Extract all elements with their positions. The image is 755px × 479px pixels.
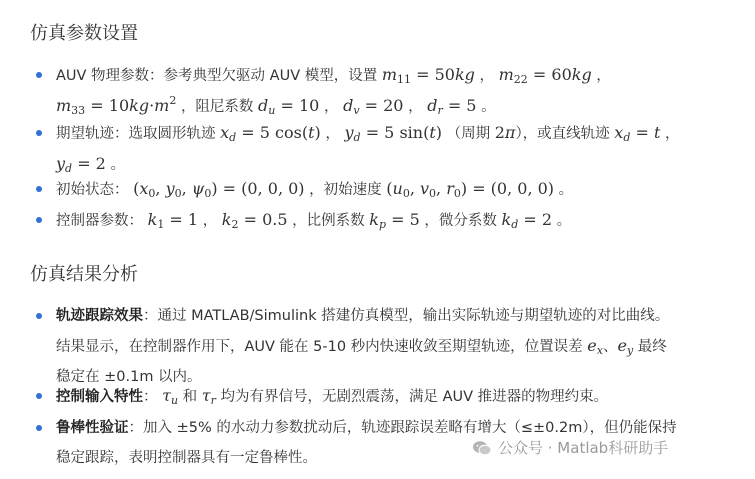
list-item-trajectory: 期望轨迹：选取圆形轨迹 $x_d = 5$ cos(t) ， $y_d = 5$ sin(t) （周期 2π），或直线轨迹 $x_d = t$ ， $y_d = 2$ 。 — [56, 118, 736, 180]
math-dr: $d_r = 5$ — [427, 96, 477, 117]
list-item-initial-state: 初始状态： ($x_0$, $y_0$, $\psi_0) = (0$, 0, 0) ，初始速度 ($u_0$, $v_0$, $r_0) = (0$, 0, 0) 。 — [56, 174, 736, 205]
watermark — [472, 436, 668, 460]
math-xd-circle: $x_d = 5$ cos(t) — [220, 123, 321, 144]
section-title-params: 仿真参数设置 — [30, 23, 138, 44]
bold-label-robust: 鲁棒性验证 — [56, 420, 129, 436]
bullet-dot — [36, 186, 42, 192]
list-item-controller-params: 控制器参数： $k_1 = 1$ ， $k_2 = 0.5$ ，比例系数 $k_p = 5$ ，微分系数 $k_d = 2$ 。 — [56, 205, 736, 236]
list-item-robustness: 鲁棒性验证：加入 ±5% 的水动力参数扰动后，轨迹跟踪误差略有增大（≤±0.2m），但仍能保持 稳定跟踪，表明控制器具有一定鲁棒性。 — [56, 413, 736, 473]
math-kd: $k_d = 2$ — [501, 210, 552, 231]
bold-label-control: 控制输入特性 — [56, 389, 143, 405]
bullet-dot — [36, 313, 42, 319]
bullet-dot — [36, 217, 42, 223]
math-initial-position: ($x_0$, $y_0$, $\psi_0) = (0$, 0, 0) — [133, 179, 305, 200]
section-title-results: 仿真结果分析 — [30, 264, 138, 285]
math-xd-line: $x_d = t$ — [614, 123, 661, 144]
list-item-tracking: 轨迹跟踪效果：通过 MATLAB/Simulink 搭建仿真模型，输出实际轨迹与期望轨迹的对比曲线。 结果显示，在控制器作用下，AUV 能在 5-10 秒内快速收敛至期望轨迹，位置误差 $e_x$、$e_y$ 最终 稳定在 ±0.1m 以内。 — [56, 301, 736, 392]
watermark-text: 公众号 · Matlab科研助手 — [498, 439, 669, 457]
math-kp: $k_p = 5$ — [369, 210, 420, 231]
math-k1: $k_1 = 1$ — [147, 210, 199, 231]
math-tau-u: $\tau_u$ — [162, 386, 179, 407]
list-item-auv-params: AUV 物理参数：参考典型欠驱动 AUV 模型，设置 $m_{11} = 50kg$ ， $m_{22} = 60kg$ ， $m_{33} = 10kg\cdot m^2$ ，阻尼系数 $d_u = 10$ ， $d_v = 20$ ， $d_r = 5$ 。 — [56, 60, 736, 122]
math-m33: $m_{33} = 10kg\cdot m^2$ — [56, 94, 177, 117]
math-yd-circle: $y_d = 5$ sin(t) — [344, 123, 443, 144]
bullet-dot — [36, 130, 42, 136]
list-item-control-input: 控制输入特性： $\tau_u$ 和 $\tau_r$ 均为有界信号，无剧烈震荡，满足 AUV 推进器的物理约束。 — [56, 381, 736, 412]
bullet-dot — [36, 425, 42, 431]
math-dv: $d_v = 20$ — [343, 96, 404, 117]
bold-label-tracking: 轨迹跟踪效果 — [56, 308, 143, 324]
math-tau-r: $\tau_r$ — [201, 386, 216, 407]
math-du: $d_u = 10$ — [258, 96, 320, 117]
math-m22: $m_{22} = 60kg$ — [498, 65, 592, 86]
wechat-icon — [472, 440, 492, 456]
math-k2: $k_2 = 0.5$ — [221, 210, 288, 231]
math-initial-velocity: ($u_0$, $v_0$, $r_0) = (0$, 0, 0) — [386, 179, 555, 200]
math-yd-line: $y_d = 2$ — [56, 154, 106, 175]
bullet-dot — [36, 393, 42, 399]
math-ey: $e_y$ — [617, 336, 634, 357]
math-ex: $e_x$ — [587, 336, 603, 357]
bullet-dot — [36, 72, 42, 78]
math-m11: $m_{11} = 50kg$ — [381, 65, 475, 86]
math-period: 2π — [494, 123, 516, 142]
